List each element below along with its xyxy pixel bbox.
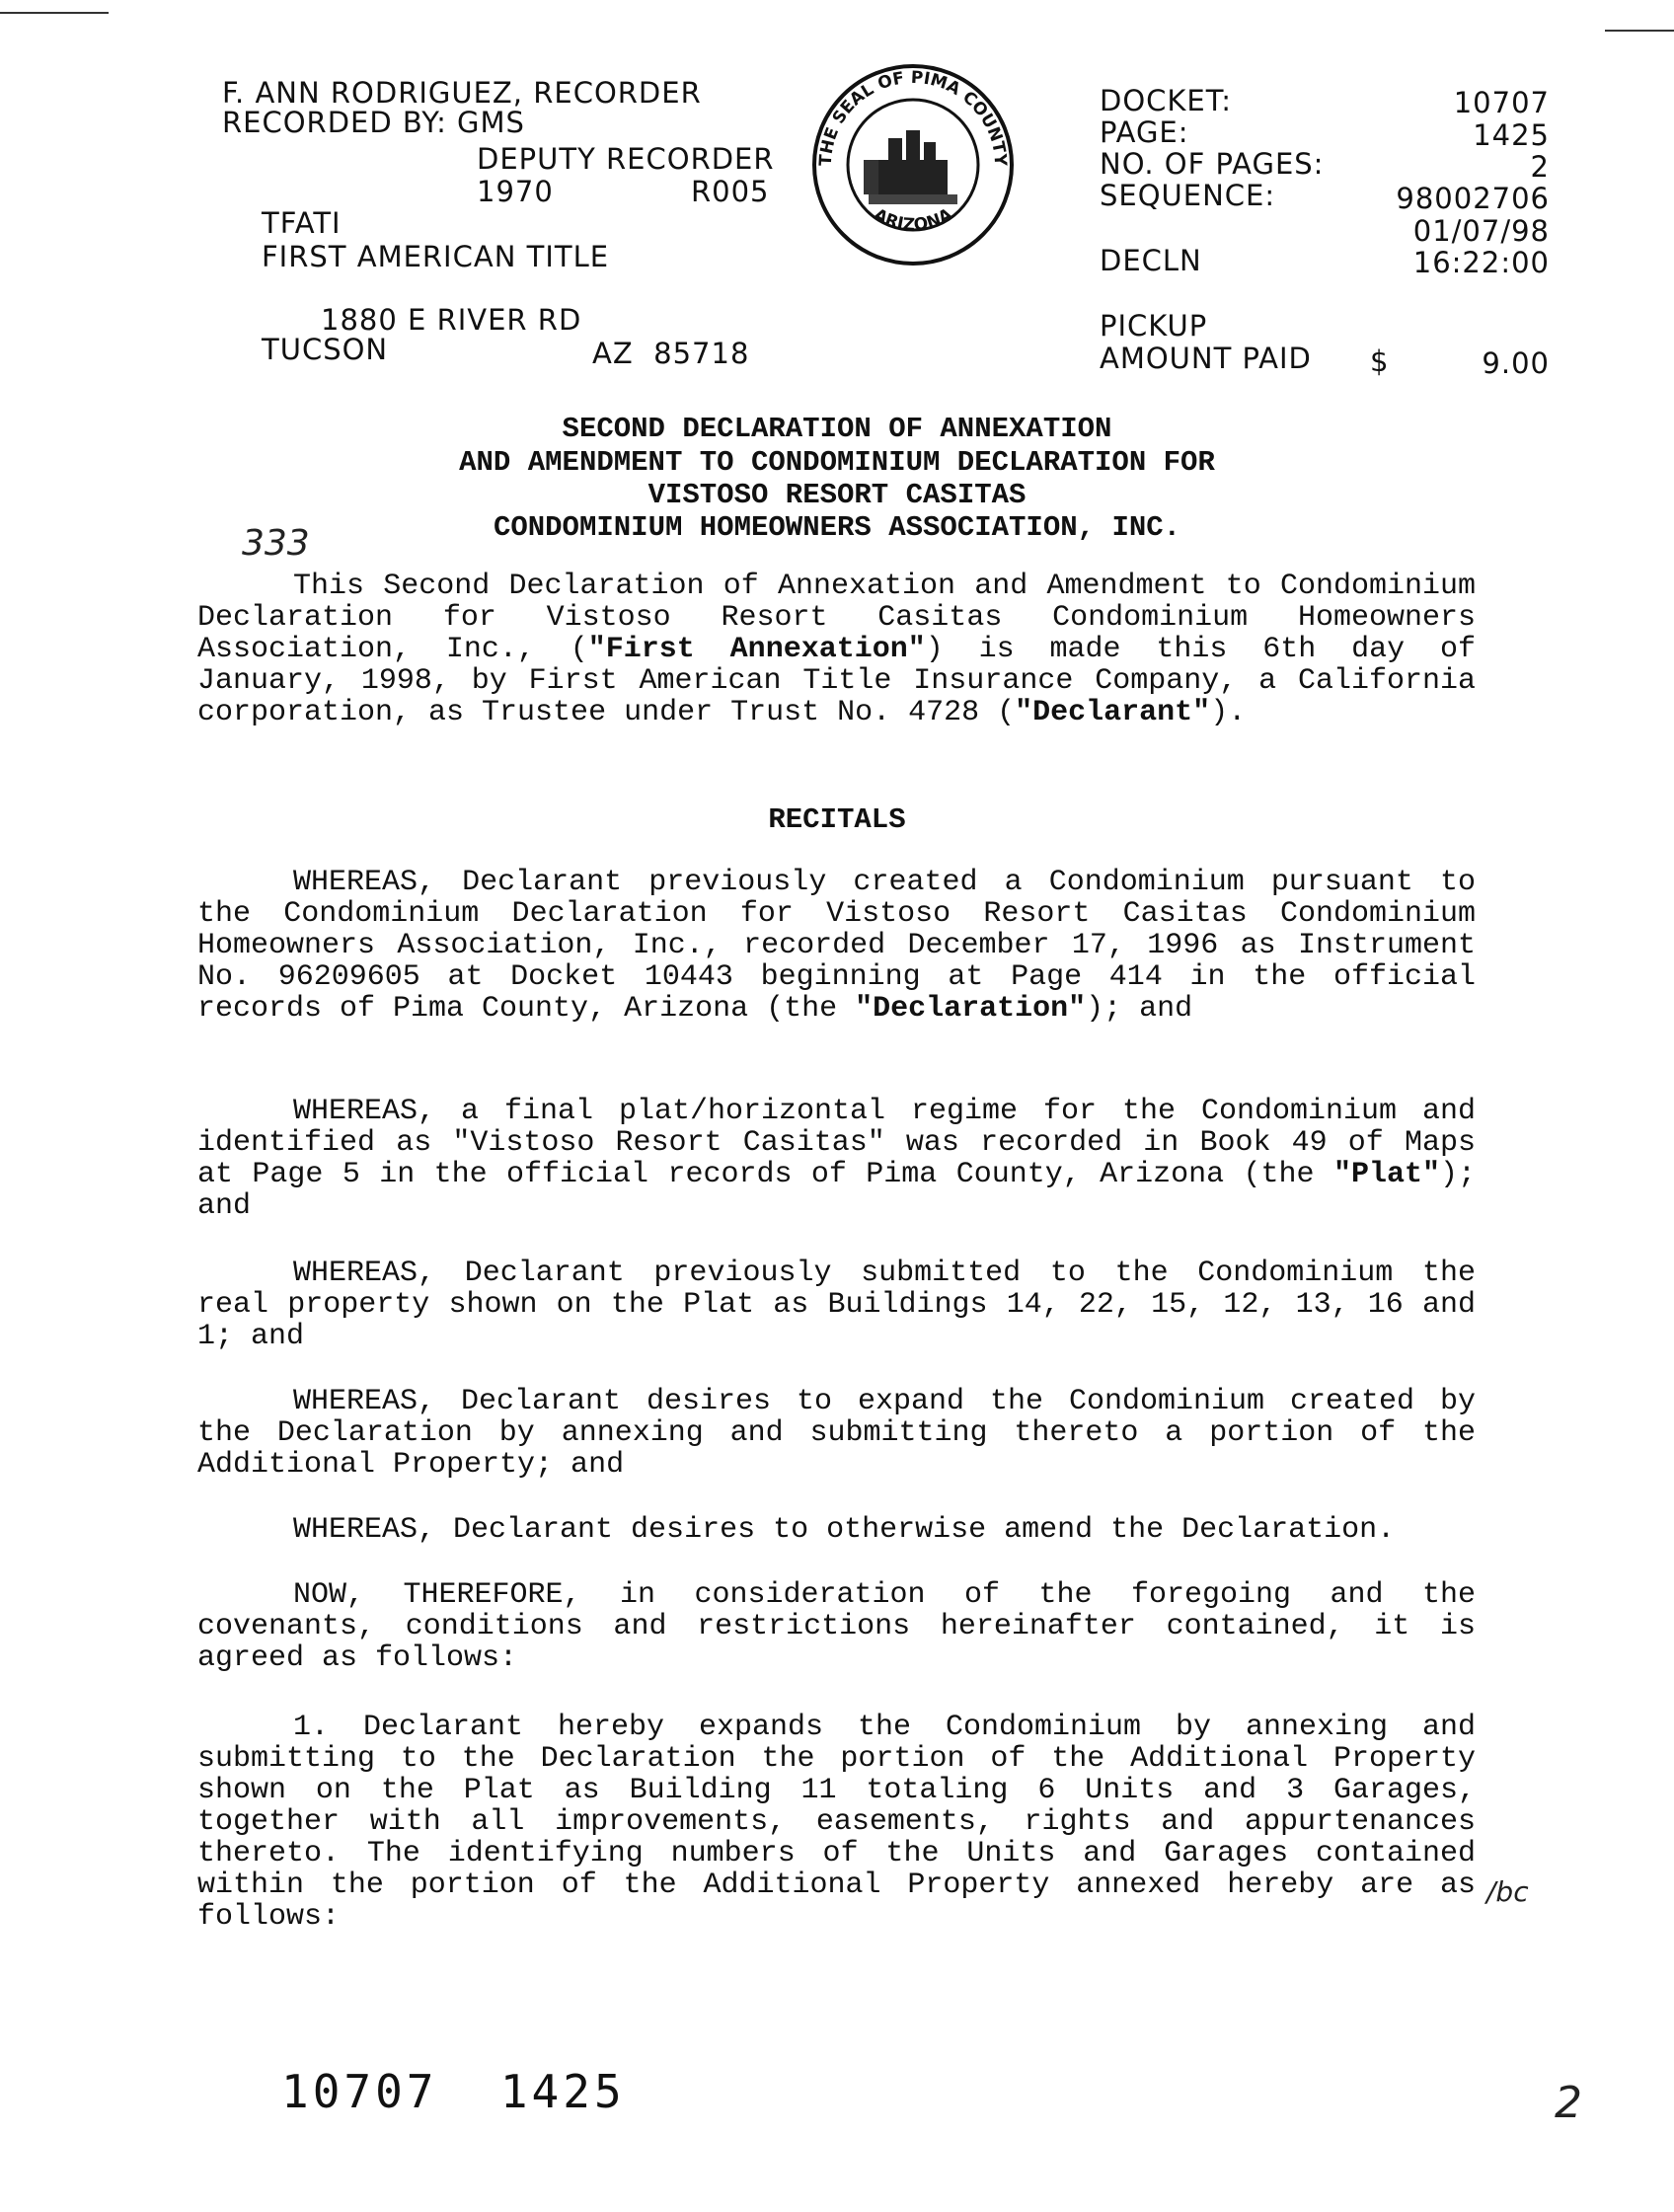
doc-title-line-1: SECOND DECLARATION OF ANNEXATION <box>562 413 1112 445</box>
amount-label: AMOUNT PAID <box>1100 342 1312 375</box>
scan-edge-line <box>0 12 109 14</box>
recital-4 <box>197 1386 1476 1481</box>
now-therefore-text: NOW, THEREFORE, in consideration of the foregoing and the covenants, conditions and restrictions hereinafter contained, it is agreed as follows: <box>197 1578 1476 1675</box>
recital-1-text-b: ); and <box>1086 992 1193 1026</box>
recital-2-text-a: WHEREAS, a final plat/horizontal regime for the Condominium and identified as "Vistoso Resort Casitas" was recorded in Book 49 of Maps at Page 5 in the official records of Pima County, Arizona (the <box>197 1095 1476 1191</box>
docket-label: DOCKET: <box>1100 84 1233 117</box>
recital-2-defined-term: "Plat" <box>1332 1158 1440 1191</box>
handwritten-number: 333 <box>242 523 310 564</box>
intro-text-a: This Second Declaration of Annexation and Amendment to Condominium Declaration for Vistoso Resort Casitas Condominium Homeowners Association, Inc., ( <box>197 570 1476 666</box>
doc-title-line-4: CONDOMINIUM HOMEOWNERS ASSOCIATION, INC. <box>493 511 1181 544</box>
address-line: 1880 E RIVER RD <box>321 303 582 337</box>
recital-1 <box>197 867 1476 1025</box>
page-value: 1425 <box>1473 118 1550 152</box>
state-zip: AZ 85718 <box>592 337 750 370</box>
docket-value: 10707 <box>1453 86 1550 119</box>
now-therefore-paragraph <box>197 1579 1476 1674</box>
recorder-line: F. ANN RODRIGUEZ, RECORDER <box>222 76 702 110</box>
seal-building-emblem <box>864 130 957 204</box>
recital-2-text-b: ); and <box>197 1158 1476 1223</box>
record-date: 01/07/98 <box>1412 214 1550 248</box>
sequence-value: 98002706 <box>1396 182 1550 215</box>
intro-defined-term-a: "First Annexation" <box>587 633 926 666</box>
recital-3-text: WHEREAS, Declarant previously submitted to the Condominium the real property shown on the Plat as Buildings 14, 22, 15, 12, 13, 16 and 1; and <box>197 1257 1476 1353</box>
recitals-heading: RECITALS <box>768 803 906 836</box>
record-time: 16:22:00 <box>1412 246 1550 279</box>
footer-docket-stamp: 10707 1425 <box>281 2065 626 2118</box>
recital-5-text: WHEREAS, Declarant desires to otherwise amend the Declaration. <box>293 1513 1396 1547</box>
currency-symbol: $ <box>1370 344 1390 378</box>
pages-label: NO. OF PAGES: <box>1100 147 1325 181</box>
recital-4-text: WHEREAS, Declarant desires to expand the Condominium created by the Declaration by annexing and submitting thereto a portion of the Additional Property; and <box>197 1385 1476 1482</box>
scan-edge-line-right <box>1605 30 1674 32</box>
intro-text-b: ) is made this 6th day of January, 1998, by First American Title Insurance Company, a California corporation, as Trustee under Trust No. 4728 ( <box>197 633 1476 729</box>
recorded-by: RECORDED BY: GMS <box>222 106 525 139</box>
city: TUCSON <box>262 333 389 366</box>
intro-defined-term-b: "Declarant" <box>1015 696 1211 729</box>
seal-text-bottom: ARIZONA <box>870 204 956 236</box>
recorder-code-2: R005 <box>691 175 770 208</box>
deputy-recorder: DEPUTY RECORDER <box>477 142 775 176</box>
recital-5 <box>197 1514 1476 1546</box>
clause-1-text: 1. Declarant hereby expands the Condominium by annexing and submitting to the Declaration the portion of the Additional Property shown on the Plat as Building 11 totaling 6 Units and 3 Garages, together with all improvements, easements, rights and appurtenances thereto. The identifying numbers of the Units and Garages contained within the portion of the Additional Property annexed hereby are as follows: <box>197 1711 1476 1934</box>
recital-1-defined-term: "Declaration" <box>855 992 1087 1026</box>
pages-value: 2 <box>1530 150 1550 184</box>
intro-text-c: ). <box>1210 696 1247 729</box>
handwritten-page-mark: 2 <box>1555 2078 1582 2128</box>
decln-label: DECLN <box>1100 244 1202 277</box>
recital-1-text-a: WHEREAS, Declarant previously created a Condominium pursuant to the Condominium Declaration for Vistoso Resort Casitas Condominium Homeowners Association, Inc., recorded December 17, 1996 as Instrument No. 96209605 at Docket 10443 beginning at Page 414 in the official records of Pima County, Arizona (the <box>197 866 1476 1026</box>
pima-county-seal <box>809 61 1017 268</box>
amount-value: 9.00 <box>1482 346 1550 380</box>
doc-title-line-3: VISTOSO RESORT CASITAS <box>647 479 1027 511</box>
margin-initials: /bc <box>1486 1875 1529 1908</box>
seal-text-top: THE SEAL OF PIMA COUNTY <box>815 67 1011 167</box>
pickup-label: PICKUP <box>1100 309 1208 343</box>
company-name: FIRST AMERICAN TITLE <box>262 240 610 273</box>
tfati-label: TFATI <box>262 206 342 240</box>
recorder-code-1: 1970 <box>477 175 554 208</box>
doc-title-line-2: AND AMENDMENT TO CONDOMINIUM DECLARATION FOR <box>459 446 1215 479</box>
sequence-label: SEQUENCE: <box>1100 179 1276 212</box>
recital-2 <box>197 1096 1476 1222</box>
recital-3 <box>197 1258 1476 1352</box>
intro-paragraph <box>197 571 1476 728</box>
page-label: PAGE: <box>1100 115 1189 149</box>
clause-1 <box>197 1712 1476 1933</box>
